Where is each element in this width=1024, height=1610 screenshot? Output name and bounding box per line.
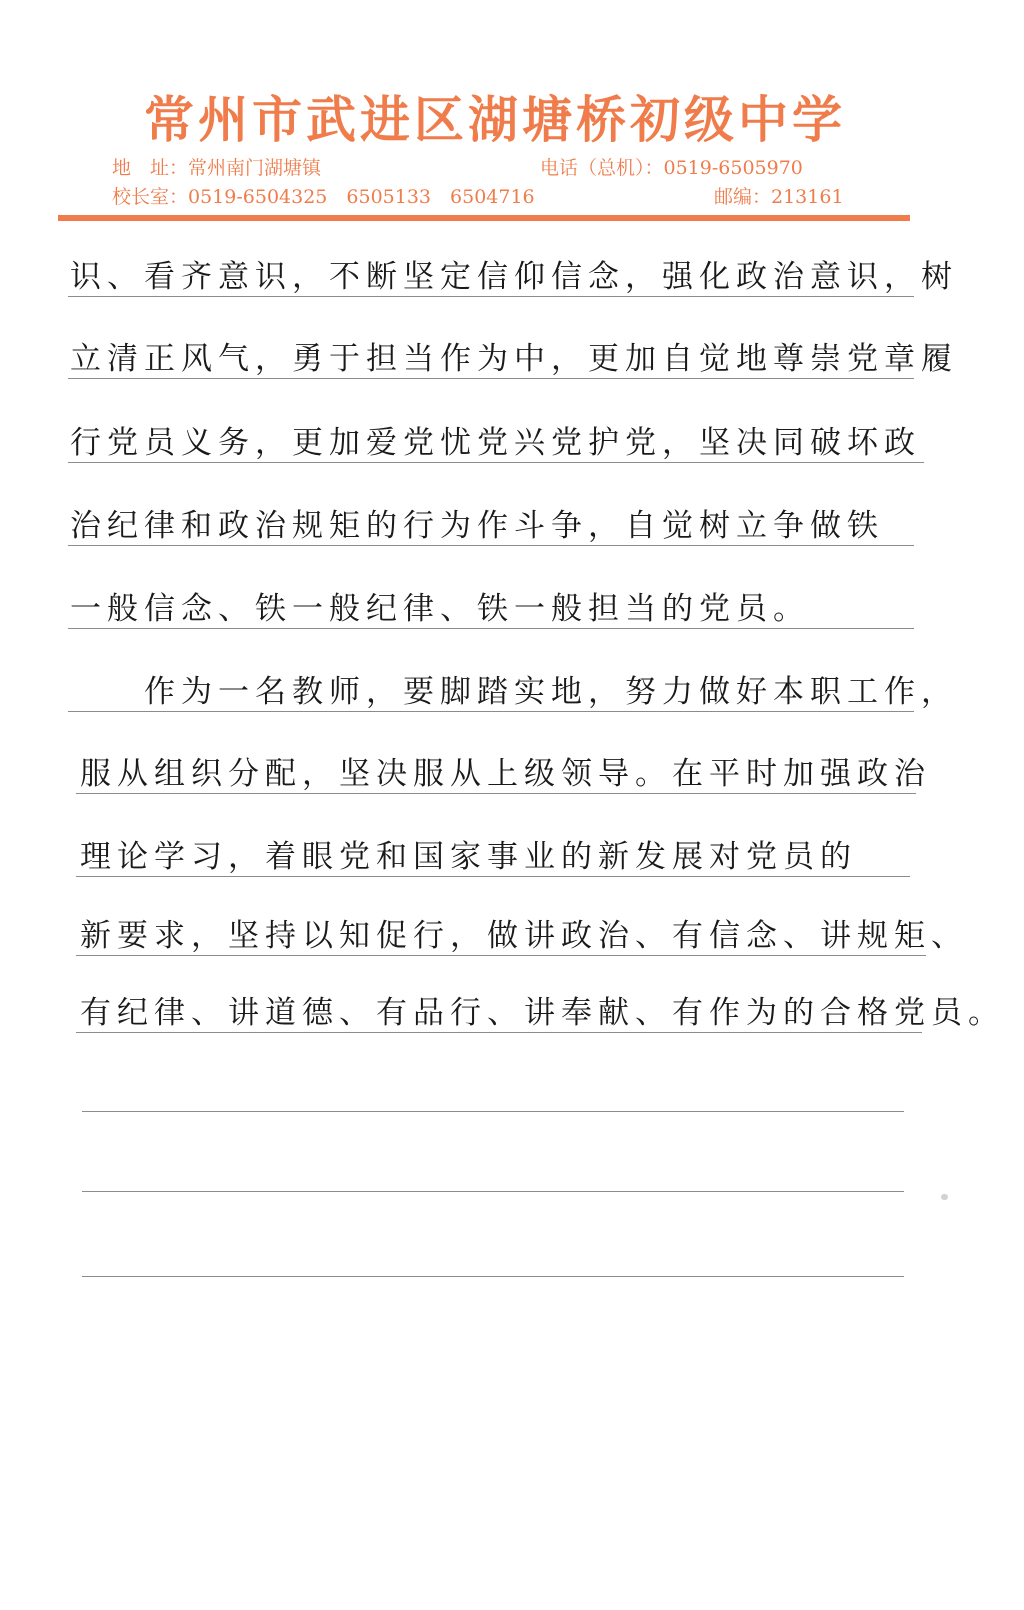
handwritten-line: 一般信念、铁一般纪律、铁一般担当的党员。 — [70, 591, 810, 627]
school-name: 常州市武进区湖塘桥初级中学 — [144, 90, 846, 149]
handwritten-line: 服从组织分配，坚决服从上级领导。在平时加强政治 — [80, 756, 931, 792]
principal-office-phone: 校长室：0519-6504325 6505133 6504716 — [112, 186, 535, 208]
handwritten-line: 行党员义务，更加爱党忧党兴党护党，坚决同破坏政 — [70, 425, 921, 461]
address: 地 址：常州南门湖塘镇 — [112, 157, 322, 179]
handwritten-line: 识、看齐意识，不断坚定信仰信念，强化政治意识，树 — [70, 259, 958, 295]
ruled-line — [82, 1111, 904, 1112]
paper-speck — [941, 1194, 948, 1200]
handwritten-line: 新要求，坚持以知促行，做讲政治、有信念、讲规矩、 — [80, 918, 968, 954]
handwritten-line: 治纪律和政治规矩的行为作斗争，自觉树立争做铁 — [70, 508, 884, 544]
handwritten-line: 有纪律、讲道德、有品行、讲奉献、有作为的合格党员。 — [80, 995, 1005, 1031]
postal-code: 邮编：213161 — [714, 186, 844, 208]
ruled-line — [82, 1191, 904, 1192]
handwritten-line: 立清正风气，勇于担当作为中，更加自觉地尊崇党章履 — [70, 341, 958, 377]
ruled-line — [82, 1276, 904, 1277]
handwritten-line: 作为一名教师，要脚踏实地，努力做好本职工作， — [70, 674, 958, 710]
handwritten-line: 理论学习，着眼党和国家事业的新发展对党员的 — [80, 839, 857, 875]
phone-number: 电话（总机）：0519-6505970 — [540, 157, 803, 179]
